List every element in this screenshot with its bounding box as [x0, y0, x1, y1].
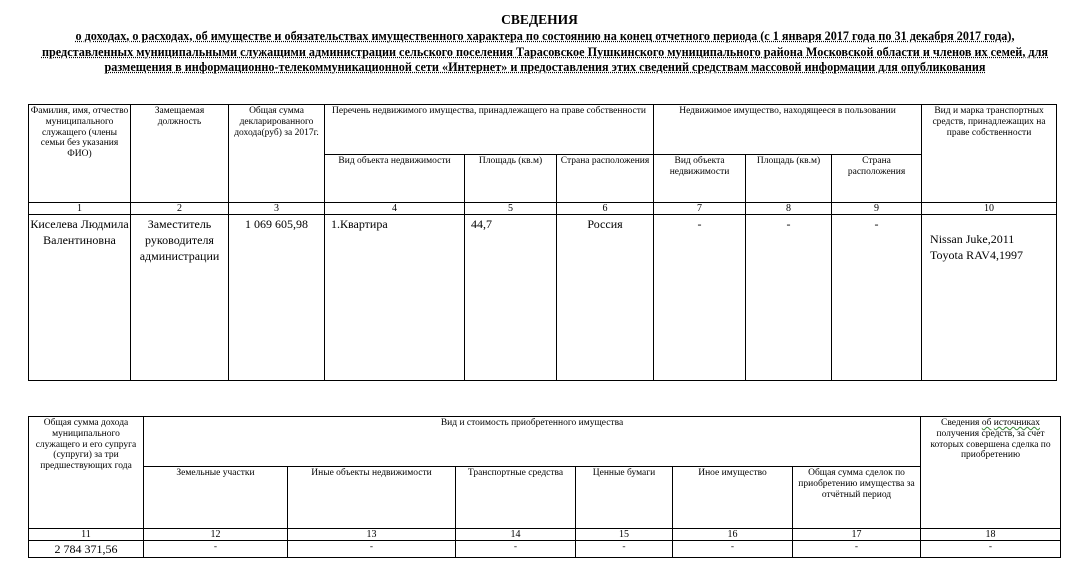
col-number: 15: [576, 529, 673, 541]
cell-other-property: -: [673, 541, 793, 558]
cell-sources: -: [921, 541, 1061, 558]
vehicle-item: Toyota RAV4,1997: [930, 248, 1023, 262]
cell-transport: -: [456, 541, 576, 558]
acquisitions-table: [28, 416, 1061, 558]
header-owned-country: Страна расположения: [557, 155, 654, 203]
col-number: 16: [673, 529, 793, 541]
col-number: 4: [325, 203, 465, 215]
cell-use-area: -: [746, 215, 832, 381]
document-subtitle: о доходах, о расходах, об имуществе и обязательствах имущественного характера по состоянию на конец отчетного периода (с 1 января 2017 года по 31 декабря 2017 года), представленных муниципальными служащими администрации сельского поселения Тарасовское Пушкинского муниципального района Московской области и членов их семей, для размещения в информационно-телекоммуникационной сети «Интернет» и предоставления этих сведений средствам массовой информации для опубликования: [41, 29, 1049, 74]
header-total-income: Общая сумма дохода муниципального служащего и его супруга (супруги) за три предшествующих года: [29, 417, 144, 529]
col-number: 14: [456, 529, 576, 541]
cell-owned-country: Россия: [557, 215, 654, 381]
cell-total-income: 2 784 371,56: [29, 541, 144, 558]
header-acquired-group: Вид и стоимость приобретенного имущества: [144, 417, 921, 467]
header-vehicles: Вид и марка транспортных средств, принадлежащих на праве собственности: [922, 105, 1057, 203]
col-number: 6: [557, 203, 654, 215]
cell-land: -: [144, 541, 288, 558]
cell-income: 1 069 605,98: [229, 215, 325, 381]
vehicle-item: Nissan Juke,2011: [930, 232, 1015, 246]
col-number: 12: [144, 529, 288, 541]
col-number: 1: [29, 203, 131, 215]
cell-name: Киселева Людмила Валентиновна: [29, 215, 131, 381]
header-land: Земельные участки: [144, 467, 288, 529]
header-use-type: Вид объекта недвижимости: [654, 155, 746, 203]
header-securities: Ценные бумаги: [576, 467, 673, 529]
header-income: Общая сумма декларированного дохода(руб) за 2017г.: [229, 105, 325, 203]
col-number: 17: [793, 529, 921, 541]
header-deals-total: Общая сумма сделок по приобретению имущества за отчётный период: [793, 467, 921, 529]
header-use-area: Площадь (кв.м): [746, 155, 832, 203]
cell-owned-type: 1.Квартира: [325, 215, 465, 381]
header-owned-group: Перечень недвижимого имущества, принадлежащего на праве собственности: [325, 105, 654, 155]
header-other-property: Иное имущество: [673, 467, 793, 529]
col-number: 11: [29, 529, 144, 541]
header-owned-area: Площадь (кв.м): [465, 155, 557, 203]
header-use-country: Страна расположения: [832, 155, 922, 203]
col-number: 10: [922, 203, 1057, 215]
header-sources: Сведения об источниках получения средств, за счет которых совершена сделка по приобретению: [921, 417, 1061, 529]
col-number: 9: [832, 203, 922, 215]
header-other-realty: Иные объекты недвижимости: [288, 467, 456, 529]
col-number: 7: [654, 203, 746, 215]
cell-owned-area: 44,7: [465, 215, 557, 381]
cell-securities: -: [576, 541, 673, 558]
cell-use-type: -: [654, 215, 746, 381]
document-title: СВЕДЕНИЯ: [501, 12, 578, 27]
col-number: 3: [229, 203, 325, 215]
cell-use-country: -: [832, 215, 922, 381]
col-number: 5: [465, 203, 557, 215]
header-use-group: Недвижимое имущество, находящееся в пользовании: [654, 105, 922, 155]
header-name: Фамилия, имя, отчество муниципального служащего (члены семьи без указания ФИО): [29, 105, 131, 203]
declaration-table: [28, 104, 1057, 381]
col-number: 8: [746, 203, 832, 215]
col-number: 13: [288, 529, 456, 541]
header-position: Замещаемая должность: [131, 105, 229, 203]
cell-vehicles: [922, 215, 1057, 381]
cell-deals-total: -: [793, 541, 921, 558]
cell-other-realty: -: [288, 541, 456, 558]
col-number: 18: [921, 529, 1061, 541]
header-transport: Транспортные средства: [456, 467, 576, 529]
header-owned-type: Вид объекта недвижимости: [325, 155, 465, 203]
col-number: 2: [131, 203, 229, 215]
cell-position: Заместитель руководителя администрации: [131, 215, 229, 381]
